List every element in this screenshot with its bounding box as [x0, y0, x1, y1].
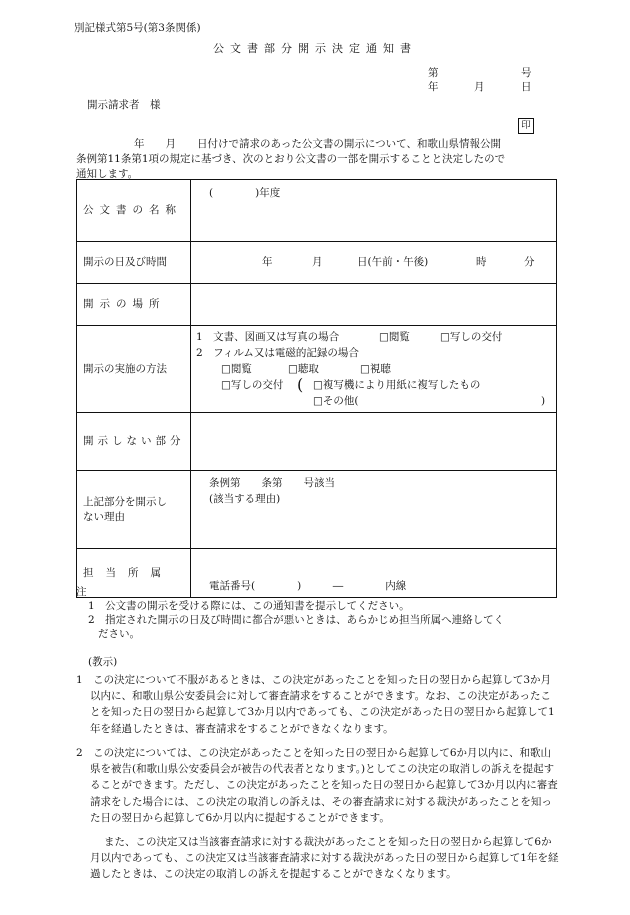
row-label: 開示しない部分 — [77, 413, 191, 471]
checkbox-watch[interactable]: □視聴 — [360, 363, 391, 375]
notes-heading: 注 — [76, 586, 87, 598]
department-cell — [191, 549, 557, 598]
checkbox-copy-2[interactable]: □写しの交付 — [221, 379, 284, 391]
other-close-paren: ) — [541, 395, 546, 407]
note-2-cont: ださい。 — [98, 628, 140, 640]
method-option-1: 1 文書、図画又は写真の場合 — [196, 331, 340, 343]
disclosure-place-cell — [191, 284, 557, 326]
phone-number: 電話番号( ) ― 内線 — [209, 580, 407, 592]
seal-mark: 印 — [518, 118, 534, 134]
row-label: 公文書の名称 — [77, 180, 191, 242]
row-label: 上記部分を開示し ない理由 — [77, 471, 191, 549]
checkbox-listen[interactable]: □聴取 — [288, 363, 319, 375]
checkbox-other[interactable]: □その他( — [313, 395, 359, 407]
requester-name: 開示請求者 様 — [87, 99, 161, 111]
document-title: 公文書部分開示決定通知書 — [213, 42, 417, 55]
form-number: 別記様式第5号(第3条関係) — [74, 22, 201, 34]
row-label: 開示の場所 — [77, 284, 191, 326]
row-label: 担当所属 — [77, 549, 191, 598]
row-label: 開示の実施の方法 — [77, 326, 191, 413]
datetime-hour: 時 — [476, 256, 487, 268]
reason-cell — [191, 471, 557, 549]
table-row — [77, 180, 557, 242]
intro-line-1: 年 月 日付けで請求のあった公文書の開示について、和歌山県情報公開 — [134, 138, 501, 150]
datetime-day: 日(午前・午後) — [357, 256, 429, 268]
table-row — [77, 242, 557, 284]
datetime-minute: 分 — [524, 256, 535, 268]
method-option-2: 2 フィルム又は電磁的記録の場合 — [196, 347, 359, 359]
datetime-month: 月 — [312, 256, 323, 268]
checkbox-copy[interactable]: □写しの交付 — [440, 331, 503, 343]
disclosure-datetime-cell — [191, 242, 557, 284]
checkbox-view[interactable]: □閲覧 — [379, 331, 410, 343]
note-1: 1 公文書の開示を受ける際には、この通知書を提示してください。 — [88, 600, 410, 612]
intro-line-3: 通知します。 — [76, 168, 139, 180]
instruction-paragraph-3: また、この決定又は当該審査請求に対する裁決があったことを知った日の翌日から起算して6か月以内であっても、この決定又は当該審査請求に対する裁決があった日の翌日から起算して1年を経過したときは、この決定の取消しの訴えを提起することができなくなります。 — [90, 836, 559, 881]
instruction-heading: (教示) — [88, 656, 118, 668]
date-day: 日 — [521, 81, 532, 93]
note-2: 2 指定された開示の日及び時間に都合が悪いときは、あらかじめ担当所属へ連絡してく — [88, 614, 505, 626]
number-prefix: 第 — [428, 67, 439, 79]
table-row — [77, 284, 557, 326]
date-year: 年 — [428, 81, 439, 93]
decision-table — [76, 179, 557, 598]
checkbox-photocopy[interactable]: □複写機により用紙に複写したもの — [313, 379, 481, 391]
table-row — [77, 326, 557, 413]
undisclosed-part-cell — [191, 413, 557, 471]
row-label: 開示の日及び時間 — [77, 242, 191, 284]
number-suffix: 号 — [521, 67, 532, 79]
datetime-year: 年 — [262, 256, 273, 268]
instruction-paragraph-2: 2 この決定については、この決定があったことを知った日の翌日から起算して6か月以内に、和歌山県を被告(和歌山県公安委員会が被告の代表者となります。)としてこの決定の取消しの訴えを提起することができます。ただし、この決定があったことを知った日の翌日から起算して3か月以内に審査請求をした場合には、この決定の取消しの訴えは、その審査請求に対する裁決があったことを知った日の翌日から起算して6か月以内に提起することができます。 — [76, 747, 558, 824]
intro-line-2: 条例第11条第1項の規定に基づき、次のとおり公文書の一部を開示することと決定したので — [76, 153, 506, 165]
document-name-year: ( )年度 — [209, 187, 281, 199]
table-row — [77, 549, 557, 598]
table-row — [77, 413, 557, 471]
reason-label: (該当する理由) — [209, 493, 281, 505]
table-row — [77, 471, 557, 549]
date-month: 月 — [474, 81, 485, 93]
reason-article: 条例第 条第 号該当 — [209, 477, 335, 489]
bracket-icon: ( — [297, 375, 304, 394]
instruction-paragraph-1: 1 この決定について不服があるときは、この決定があったことを知った日の翌日から起算して3か月以内に、和歌山県公安委員会に対して審査請求をすることができます。なお、この決定があったことを知った日の翌日から起算して3か月以内であっても、この決定があった日の翌日から起算して1年を経過したときは、審査請求をすることができなくなります。 — [76, 674, 555, 735]
disclosure-method-cell — [191, 326, 557, 413]
intro-paragraph — [76, 137, 560, 182]
checkbox-view-2[interactable]: □閲覧 — [221, 363, 252, 375]
document-name-cell — [191, 180, 557, 242]
